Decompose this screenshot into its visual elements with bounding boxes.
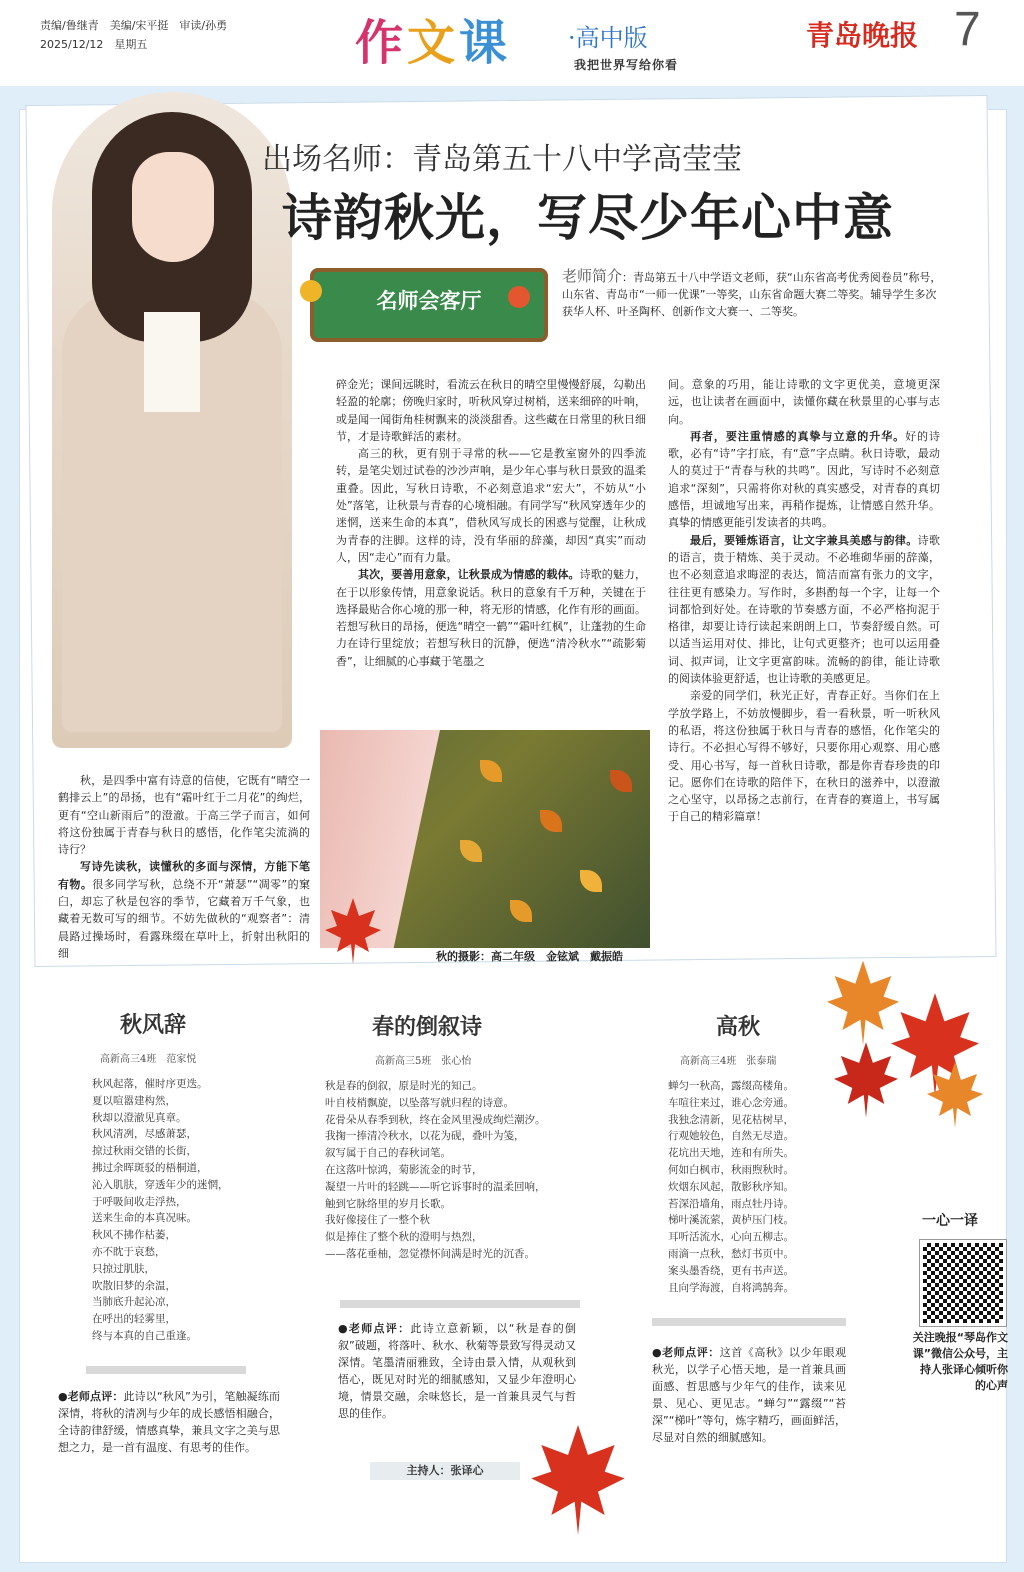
poem-line: 炊烟东风起，散影秋序知。 [668,1180,794,1193]
poem-comment [58,1388,280,1456]
paragraph: 秋，是四季中富有诗意的信使，它既有“晴空一鹤排云上”的昂扬，也有“霜叶红于二月花”的绚烂，更有“空山新雨后”的澄澈。于高三学子而言，如何将这份独属于青春与秋日的感悟，化作笔尖流淌的诗行？ [58,774,310,857]
paragraph: 间。意象的巧用，能让诗歌的文字更优美，意境更深远，也让读者在画面中，读懂你藏在秋景里的心事与志向。 [668,378,940,426]
poem-line: ——落花垂柚，忽觉襟怀间满是时光的沉香。 [325,1247,535,1260]
poem-line: 花骨朵从春季到秋，终在金风里漫成绚烂潮汐。 [325,1113,546,1126]
poem-comment [338,1320,576,1422]
leaf-icon [540,810,562,832]
poem-title: 高秋 [716,1014,761,1040]
paragraph [668,428,940,532]
edition-label: ·高中版 [568,24,648,52]
poem-line: 车喧往来过，谁心念旁通。 [668,1096,794,1109]
poem-line: 掠过秋雨交错的长街， [92,1145,197,1158]
poem-line: 终与本真的自己重逢。 [92,1329,197,1342]
divider-bar [86,1366,246,1374]
qr-description: 关注晚报“琴岛作文课”微信公众号，主持人张译心倾听你的心声 [912,1331,1008,1392]
poem-line: 花坑出天地，连和有所失。 [668,1147,794,1160]
poem-line: 案头墨香绕，更有书声送。 [668,1264,794,1277]
intro-label: 老师简介 [562,267,623,285]
poem-comment [652,1344,846,1446]
poem-line: 秋却以澄澈见真章。 [92,1111,187,1124]
comment-text: 这首《高秋》以少年眼观秋光，以学子心悟天地，是一首兼具画面感、哲思感与少年气的佳作，读来见景、见心、更见志。“蝉匀”“露缀”“苔深”“梯叶”等句，炼字精巧，画面鲜活，尽显对自然的细腻感知。 [652,1346,846,1444]
article-column-right [668,376,940,826]
poem-line: 凝望一片叶的轻跳——听它诉事时的温柔回响， [325,1180,546,1193]
divider-bar [652,1318,846,1326]
poem-line: 我好像接住了一整个秋 [325,1214,430,1227]
leaf-icon [610,770,632,792]
maple-leaf-icon [528,1420,628,1540]
paragraph [58,858,310,962]
comment-text: 此诗以“秋风”为引，笔触凝练而深情，将秋的清冽与少年的成长感悟相融合，全诗韵律舒缓，情感真挚，兼具文字之美与思想之力，是一首有温度、有思考的佳作。 [58,1390,280,1454]
poem-line: 当肺底升起沁凉， [92,1296,176,1309]
leaf-icon [510,900,532,922]
maple-leaf-icon [826,1040,906,1120]
comment-label: ●老师点评： [58,1390,124,1403]
comment-text: 此诗立意新颖，以“秋是春的倒叙”破题，将落叶、秋水、秋菊等景致写得灵动又深情。笔墨清丽雅致，全诗由景入情，从观秋到悟心，既见对时光的细腻感知，又显少年澄明心境，情景交融，余味悠长，是一首兼具灵气与哲思的佳作。 [338,1322,576,1420]
bold-lead: 最后，要锤炼语言，让文字兼具美感与韵律。 [690,533,918,547]
poem-line: 在呼出的轻雾里， [92,1313,176,1326]
teacher-shirt [144,312,200,412]
flower-icon [508,286,530,308]
paragraph: 碎金光；课间远眺时，看流云在秋日的晴空里慢慢舒展，勾勒出轻盈的轮廓；傍晚归家时，听秋风穿过树梢，送来细碎的叶响，或是闻一闻街角桂树飘来的淡淡甜香。这些藏在日常里的秋日细节，才是诗歌鲜活的素材。 [336,378,646,443]
teacher-intro [562,268,942,320]
paragraph: 高三的秋，更有别于寻常的秋——它是教室窗外的四季流转，是笔尖划过试卷的沙沙声响，是少年心事与秋日景致的温柔重叠。因此，写秋日诗歌，不必刻意追求“宏大”，不妨从“小处”落笔，让秋景与青春的心境相融。有同学写“秋风穿透年少的迷惘，送来生命的本真”，借秋风写成长的困惑与觉醒，让秋成为青春的注脚。这样的诗，没有华丽的辞藻，却因“真实”而动人，因“走心”而有力量。 [336,447,646,564]
maple-leaf-icon [920,1060,990,1130]
poem-line: 叙写属于自己的春秋词笔。 [325,1147,451,1160]
bold-lead: 再者，要注重情感的真挚与立意的升华。 [690,429,906,443]
poem-line: 秋风起落，催时序更迭。 [92,1078,208,1090]
newspaper-name: 青岛晚报 [806,19,919,52]
leaf-icon [480,760,502,782]
poem-line: 叶自枝梢飘旋，以坠落写就归程的诗意。 [325,1096,514,1109]
poem-line: 雨滴一点秋，愁灯书页中。 [668,1247,794,1260]
poem-line: 秋是春的倒叙，原是时光的知己。 [325,1080,483,1092]
poem-line: 梯叶溪流萦，黄栌压门枝。 [668,1214,794,1227]
teacher-face [132,152,214,262]
article-column-left [58,772,310,962]
masthead [0,0,1024,86]
qr-title: 一心一译 [922,1213,978,1229]
leaf-icon [460,840,482,862]
maple-leaf-icon [322,896,384,966]
poem-line: 于呼吸间收走浮热， [92,1195,187,1208]
poem-line: 耳听活流水，心向五柳志。 [668,1231,794,1244]
poem-author: 高新高三4班 范家悦 [100,1054,197,1065]
comment-label: ●老师点评： [652,1346,720,1359]
comment-label: ●老师点评： [338,1322,411,1335]
poem-body [325,1078,546,1263]
brand-char-1: 作 [355,15,408,71]
paragraph [668,532,940,688]
poem-line: 沁入肌肤，穿透年少的迷惘， [92,1178,229,1191]
paragraph-rest: 好的诗歌，必有“诗”字打底，有“意”字点睛。秋日诗歌，最动人的莫过于“青春与秋的共鸣”。因此，写诗时不必刻意追求“深刻”，只需将你对秋的真实感受，对青春的真切感悟，坦诚地写出来，再稍作提炼，让情感自然升华。真挚的情感更能引发读者的共鸣。 [668,429,941,530]
paragraph [336,566,646,670]
bold-lead: 写诗先读秋，读懂秋的多面与深情，方能下笔有物。 [58,860,310,891]
poem-line: 秋风不拂作枯萎， [92,1229,176,1242]
paragraph-rest: 诗歌的魅力，在于以形象传情，用意象说话。秋日的意象有千万种，关键在于选择最贴合你心境的那一种，将无形的情感，化作有形的画面。若想写秋日的昂扬，便选“晴空一鹤”“霜叶红枫”，让蓬勃的生命力在诗行里绽放；若想写秋日的沉静，便选“清冷秋水”“疏影菊香”，让细腻的心事藏于笔墨之 [336,568,647,668]
poem-author: 高新高三4班 张泰瑞 [680,1056,777,1067]
poem-line: 拂过余晖斑驳的梧桐道， [92,1161,208,1174]
poem-line: 我掬一捧清冷秋水，以花为砚，叠叶为笺， [325,1130,525,1143]
poem-title: 秋风辞 [120,1012,187,1038]
teacher-photo [52,92,292,748]
qr-code[interactable] [920,1240,1006,1326]
photo-caption: 秋的摄影：高二年级 金铉斌 戴振皓 [436,950,623,963]
paragraph-rest: 诗歌的语言，贵于精炼、美于灵动。不必堆砌华丽的辞藻，也不必刻意追求晦涩的表达，简洁而富有张力的文字，往往更有感染力。写作时，多斟酌每一个字，让每一个词都恰到好处。在诗歌的节奏感方面，不必严格拘泥于格律，却要让诗行读起来朗朗上口，节奏舒缓自然。可以适当运用对仗、排比，让句式更整齐；也可以运用叠词、拟声词，让文字更富韵味。流畅的韵律，能让诗歌的阅读体验更舒适，也让诗歌的美感更足。 [668,533,941,686]
credits [40,16,227,54]
flower-icon [300,280,322,302]
slogan: 我把世界写给你看 [574,58,679,72]
poem-line: 蝉匀一秋高，露缀高楼角。 [668,1080,794,1092]
intro-text: ：青岛第五十八中学语文老师，获“山东省高考优秀阅卷员”称号，山东省、青岛市“一师一优课”一等奖，山东省命题大赛二等奖。辅导学生多次获华人杯、叶圣陶杯、创新作文大赛一、二等奖。 [562,271,942,318]
poem-line: 我独念清新，见花枯树早， [668,1113,794,1126]
leaf-icon [580,870,602,892]
paragraph-rest: 很多同学写秋，总绕不开“萧瑟”“凋零”的窠臼，却忘了秋是包容的季节，它藏着万千气象，也藏着无数可写的细节。不妨先做秋的“观察者”：清晨路过操场时，看露珠缀在草叶上，折射出秋阳的细 [58,877,311,960]
poem-line: 秋风清冽，尽感萧瑟， [92,1128,197,1141]
poem-line: 亦不眈于哀愁， [92,1245,166,1258]
poem-line: 夏以喧嚣建构然， [92,1094,176,1107]
poem-author: 高新高三5班 张心怡 [375,1056,472,1067]
poem-line: 且向学海渡，自将鸿鹄奔。 [668,1281,794,1294]
issue-date: 2025/12/12 星期五 [40,38,148,51]
poem-line: 苔深沿墙角，雨点牡丹诗。 [668,1197,794,1210]
poem-body [668,1078,794,1296]
paragraph: 亲爱的同学们，秋光正好，青春正好。当你们在上学放学路上，不妨放慢脚步，看一看秋景，听一听秋风的私语，将这份独属于秋日与青春的感悟，化作笔尖的诗行。不必担心写得不够好，只要你用心观察、用心感受、用心书写，每一首秋日诗歌，都是你青春珍贵的印记。愿你们在诗歌的陪伴下，在秋日的滋养中，以澄澈之心坚守，以昂扬之志前行，在青春的赛道上，书写属于自己的精彩篇章！ [668,689,940,824]
poem-line: 行观她较色，自然无尽造。 [668,1130,794,1143]
poem-line: 送来生命的本真况味。 [92,1212,197,1225]
column-badge: 名师会客厅 [310,268,548,342]
poem-line: 在这落叶惊鸿，菊影流金的时节， [325,1163,483,1176]
poem-line: 何如白枫市，秋雨煦秋时。 [668,1163,794,1176]
poem-line: 触到它脉络里的岁月长歌。 [325,1197,451,1210]
poem-title: 春的倒叙诗 [372,1014,483,1040]
divider-bar [340,1300,580,1308]
bold-lead: 其次，要善用意象，让秋景成为情感的载体。 [358,568,580,582]
host-label: 主持人：张译心 [370,1462,520,1480]
poem-body [92,1076,229,1345]
credits-line-1: 责编/鲁继青 美编/宋平挺 审读/孙勇 [40,19,228,32]
article-column-middle [336,376,646,670]
poem-line: 吹散旧梦的余温， [92,1279,176,1292]
brand-char-2: 文 [407,15,460,71]
article-title: 诗韵秋光，写尽少年心中意 [282,188,894,247]
article-subtitle: 出场名师：青岛第五十八中学高莹莹 [262,142,742,177]
brand-char-3: 课 [459,15,512,71]
page-number: 7 [954,3,981,56]
poem-line: 只掠过肌肤， [92,1262,155,1275]
poem-line: 似是捧住了整个秋的澄明与热烈， [325,1231,483,1244]
column-brand-logo [355,4,511,73]
